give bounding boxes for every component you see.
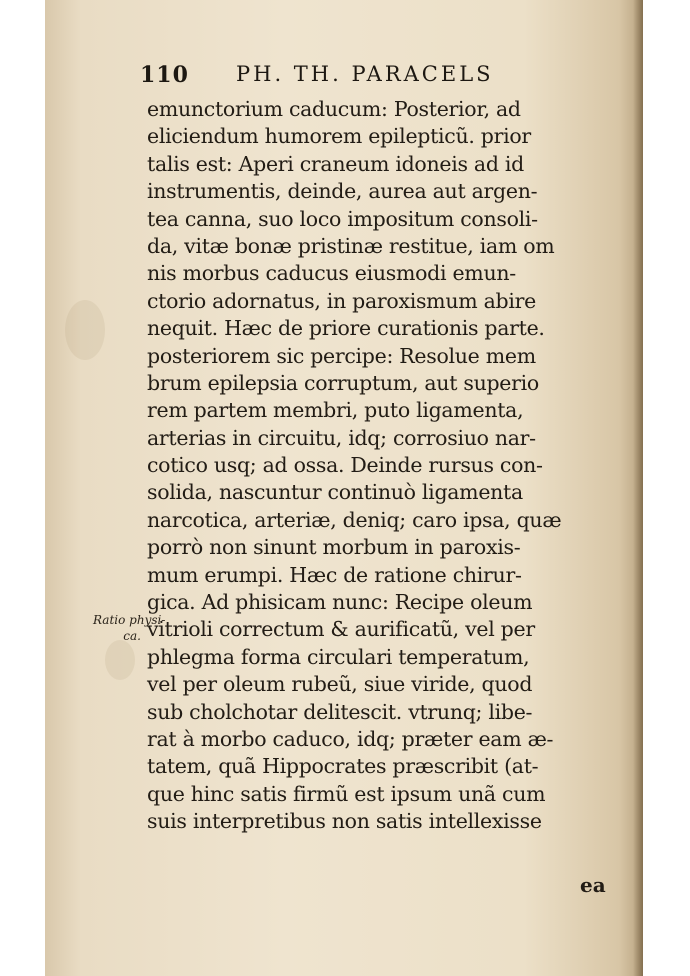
margin-note <box>93 612 166 644</box>
text-line: ctorio adornatus, in paroxismum abire <box>147 288 536 313</box>
text-line: nequit. Hæc de priore curationis parte. <box>147 316 545 341</box>
text-line: sub cholchotar delitescit. vtrunq; libe- <box>147 699 533 724</box>
text-line: emunctorium caducum: Posterior, ad <box>147 97 521 121</box>
body-text <box>147 96 575 836</box>
text-line: eliciendum humorem epilepticũ. prior <box>147 124 531 149</box>
text-line: posteriorem sic percipe: Resolue mem <box>147 343 536 368</box>
paper-stain <box>65 300 105 360</box>
spine-shadow <box>633 0 643 976</box>
text-line: tatem, quã Hippocrates præscribit (at- <box>147 754 539 779</box>
page-header <box>140 60 570 94</box>
text-line: solida, nascuntur continuò ligamenta <box>147 480 523 505</box>
paper-stain <box>105 640 135 680</box>
text-line: vitrioli correctum & aurificatũ, vel per <box>147 617 535 642</box>
margin-note-line: ca. <box>123 629 141 643</box>
running-head: PH. TH. PARACELS <box>236 62 494 86</box>
margin-note-line: Ratio physi- <box>93 613 166 627</box>
text-line: phlegma forma circulari temperatum, <box>147 644 530 669</box>
text-line: gica. Ad phisicam nunc: Recipe oleum <box>147 590 533 615</box>
text-line: que hinc satis firmũ est ipsum unã cum <box>147 781 546 806</box>
text-line: talis est: Aperi craneum idoneis ad id <box>147 151 524 176</box>
text-line: narcotica, arteriæ, deniq; caro ipsa, quæ <box>147 507 562 532</box>
text-line: da, vitæ bonæ pristinæ restitue, iam om <box>147 233 555 258</box>
text-line: rat à morbo caduco, idq; præter eam æ- <box>147 726 554 751</box>
text-line: arterias in circuitu, idq; corrosiuo nar- <box>147 425 536 450</box>
text-line: mum erumpi. Hæc de ratione chirur- <box>147 562 522 587</box>
text-line: suis interpretibus non satis intellexisse <box>147 809 542 834</box>
text-line: vel per oleum rubeũ, siue viride, quod <box>147 672 533 697</box>
text-line: porrò non sinunt morbum in paroxis- <box>147 535 521 560</box>
text-line: tea canna, suo loco impositum consoli- <box>147 206 538 231</box>
text-line: nis morbus caducus eiusmodi emun- <box>147 261 516 286</box>
text-line: cotico usq; ad ossa. Deinde rursus con- <box>147 453 543 478</box>
catchword: ea <box>580 873 606 897</box>
text-line: rem partem membri, puto ligamenta, <box>147 398 524 423</box>
text-line: brum epilepsia corruptum, aut superio <box>147 370 539 395</box>
text-line: instrumentis, deinde, aurea aut argen- <box>147 179 538 204</box>
page-number: 110 <box>140 62 189 88</box>
